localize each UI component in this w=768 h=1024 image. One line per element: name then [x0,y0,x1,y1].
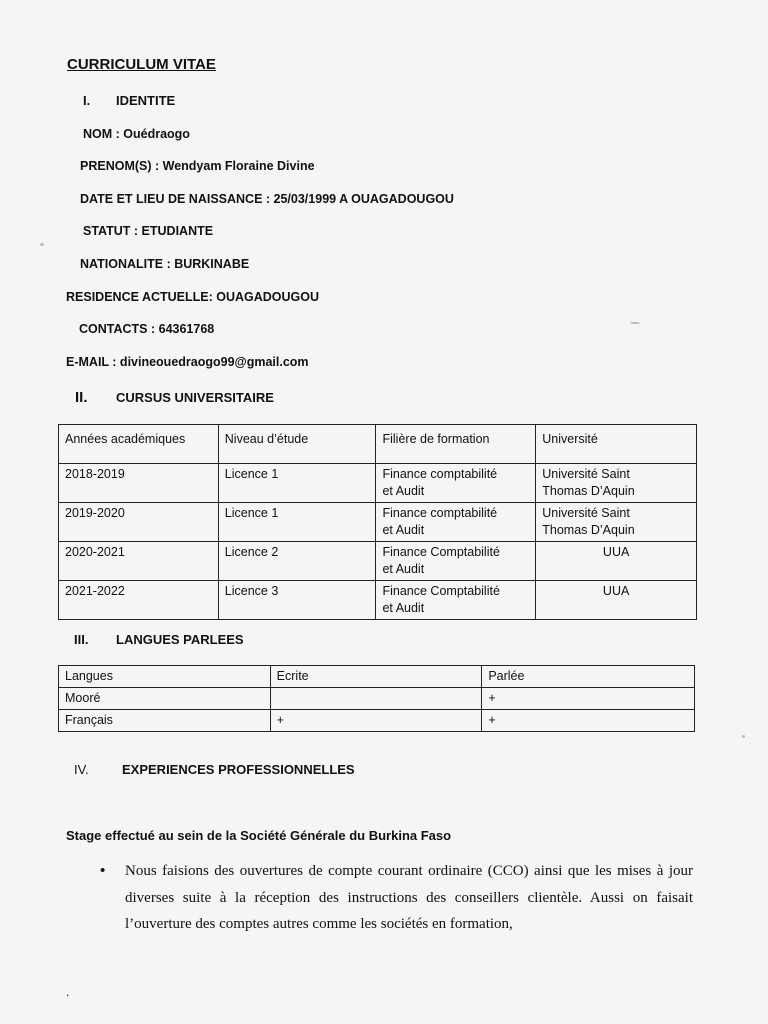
table-cell: 2020-2021 [59,542,219,581]
field-contacts: CONTACTS : 64361768 [79,322,215,336]
table-cell: UUA [536,542,697,581]
table-row [59,710,695,732]
table-cell: Finance Comptabilité et Audit [376,581,536,620]
section-number: II. [75,389,88,406]
table-header-row [59,425,697,464]
table-row [59,464,697,503]
table-header-cell: Ecrite [270,666,482,688]
langues-table [58,665,695,732]
scan-speck [742,735,745,738]
table-cell: Français [59,710,271,732]
table-cell: 2021-2022 [59,581,219,620]
table-cell: + [270,710,482,732]
table-cell: Finance comptabilité et Audit [376,503,536,542]
field-nationalite: NATIONALITE : BURKINABE [80,257,250,271]
section-label: LANGUES PARLEES [116,632,244,647]
table-cell: Finance comptabilité et Audit [376,464,536,503]
section-label: CURSUS UNIVERSITAIRE [116,390,274,405]
field-naissance: DATE ET LIEU DE NAISSANCE : 25/03/1999 A OUAGADOUGOU [80,192,454,206]
table-cell: 2018-2019 [59,464,219,503]
section-number: III. [74,632,89,647]
cursus-table [58,424,697,620]
trailing-mark: . [66,985,70,999]
table-cell: Licence 1 [218,503,376,542]
bullet-marker: • [100,862,106,879]
field-statut: STATUT : ETUDIANTE [83,224,214,238]
document-title: CURRICULUM VITAE [67,56,216,73]
table-cell: 2019-2020 [59,503,219,542]
table-cell: Université Saint Thomas D’Aquin [536,503,697,542]
table-header-cell: Filière de formation [376,425,536,464]
scan-speck [40,243,44,246]
section-number: IV. [74,762,89,777]
table-row [59,688,695,710]
section-experiences-heading [74,762,355,777]
table-header-cell: Niveau d’étude [218,425,376,464]
section-langues-heading [74,632,244,647]
table-cell: Licence 2 [218,542,376,581]
table-cell: Licence 3 [218,581,376,620]
section-number: I. [83,93,91,108]
table-cell: + [482,710,695,732]
table-cell: + [482,688,695,710]
table-header-cell: Université [536,425,697,464]
field-nom: NOM : Ouédraogo [83,127,190,141]
table-header-cell: Parlée [482,666,695,688]
field-residence: RESIDENCE ACTUELLE: OUAGADOUGOU [66,290,320,304]
table-row [59,581,697,620]
field-prenom: PRENOM(S) : Wendyam Floraine Divine [80,159,315,173]
field-email: E-MAIL : divineouedraogo99@gmail.com [66,355,309,369]
table-row [59,503,697,542]
table-cell [270,688,482,710]
stage-title: Stage effectué au sein de la Société Générale du Burkina Faso [66,828,452,843]
table-header-cell: Langues [59,666,271,688]
table-header-cell: Années académiques [59,425,219,464]
experience-paragraph: Nous faisions des ouvertures de compte courant ordinaire (CCO) ainsi que les mises à jour diverses suite à la réception des instructions des conseillers clientèle. Aussi on faisait l’ouverture des comptes autres comme les sociétés en formation, [125,863,693,932]
section-identite-heading [83,93,175,108]
section-label: EXPERIENCES PROFESSIONNELLES [122,762,355,777]
table-cell: Université Saint Thomas D’Aquin [536,464,697,503]
section-label: IDENTITE [116,93,176,108]
table-row [59,542,697,581]
table-cell: Mooré [59,688,271,710]
table-cell: Licence 1 [218,464,376,503]
table-cell: UUA [536,581,697,620]
scan-speck [630,322,640,324]
section-cursus-heading [75,389,274,406]
table-cell: Finance Comptabilité et Audit [376,542,536,581]
table-header-row [59,666,695,688]
